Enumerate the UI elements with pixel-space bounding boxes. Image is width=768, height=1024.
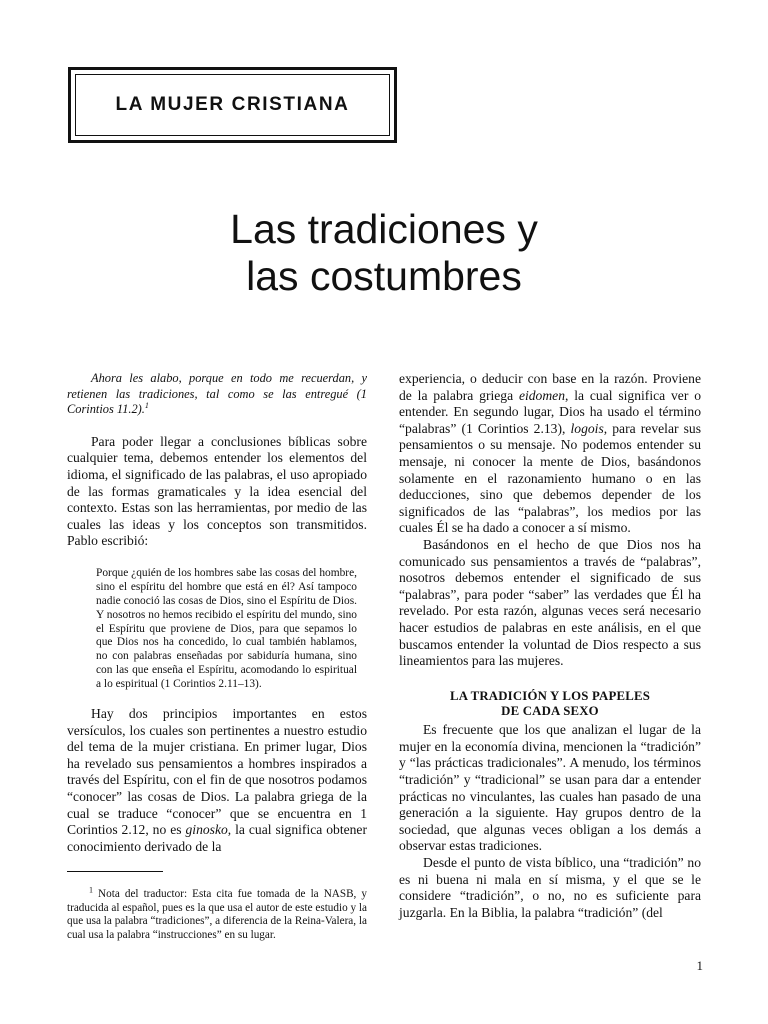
page-title-line2: las costumbres: [246, 253, 522, 299]
footnote-marker: 1: [89, 885, 93, 895]
paragraph-biblical-view: Desde el punto de vista bíblico, una “tradición” no es ni buena ni mala en sí misma, y el que se le considere “tradición”, o no, no es suficiente para juzgarla. En la Biblia, la palabra “tradición” (del: [399, 855, 701, 920]
paragraph-tradition: Es frecuente que los que analizan el lugar de la mujer en la economía divina, mencionen la “tradición” y “las prácticas tradicionales”. A menudo, los términos “tradición” y “tradicional” se usan para dar a entender prácticas no vinculantes, las cuales han pasado de una generación a la siguiente. Hay grupos dentro de la sociedad, que algunas veces obligan a los demás a observar estas tradiciones.: [399, 722, 701, 854]
paragraph-word-studies: Basándonos en el hecho de que Dios nos ha comunicado sus pensamientos a través de “palabras”, nosotros debemos entender el significado de sus “palabras”, para poder “saber” las verdades que Él ha revelado. Por esta razón, algunas veces será necesario hacer estudios de palabras en este análisis, en el que buscamos entender la voluntad de Dios respecto a sus lineamientos para las mujeres.: [399, 536, 701, 669]
footnote: [67, 885, 367, 942]
paragraph-continued-c: , para revelar sus pensamientos o su mensaje. No podemos entender su mensaje, ni conocer la mente de Dios, basándonos solamente en el razonamiento humano o en las deducciones, sino que debemos depender de los significados de las “palabras”, los medios por las cuales Él se ha dado a conocer a sí mismo.: [399, 420, 702, 536]
term-ginosko: ginosko: [185, 822, 228, 838]
paragraph-intro: Para poder llegar a conclusiones bíblicas sobre cualquier tema, debemos entender los elementos del idioma, el significado de las palabras, el uso apropiado de las formas gramaticales y la idea esencial del contexto. Estas son las herramientas, por medio de las cuales las ideas y los conceptos son transmitidos. Pablo escribió:: [67, 433, 367, 549]
section-heading-line1: LA TRADICIÓN Y LOS PAPELES: [449, 688, 651, 703]
epigraph-footnote-ref[interactable]: 1: [144, 401, 149, 411]
epigraph: [67, 371, 367, 418]
left-column: [67, 371, 367, 855]
scripture-quote: Porque ¿quién de los hombres sabe las cosas del hombre, sino el espíritu del hombre que está en él? Así tampoco nadie conoció las cosas de Dios, sino el Espíritu de Dios. Y nosotros no hemos recibido el espíritu del mundo, sino el Espíritu que proviene de Dios, para que sepamos lo que Dios nos ha concedido, lo cual también hablamos, no con palabras enseñadas por sabiduría humana, sino con las que enseña el Espíritu, acomodando lo espiritual a lo espiritual (1 Corintios 2.11–13).: [96, 566, 357, 691]
paragraph-continued-b: , la cual significa ver o entender. En segundo lugar, Dios ha usado el término “palabras” (1 Corintios 2.13),: [399, 387, 701, 436]
paragraph-principles-a: Hay dos principios importantes en estos versículos, los cuales son pertinentes a nuestro estudio del tema de la mujer cristiana. En primer lugar, Dios ha revelado sus pensamientos a hombres inspirados a través del Espíritu, con el fin de que nosotros podamos “conocer” las cosas de Dios. La palabra griega de la cual se traduce “conocer” que se encuentra en 1 Corintios 2.12, no es: [67, 706, 367, 838]
page-title: [0, 206, 768, 300]
paragraph-continued-a: experiencia, o deducir con base en la razón. Proviene de la palabra griega: [399, 371, 701, 403]
paragraph-continued: [399, 371, 701, 537]
section-heading-line2: DE CADA SEXO: [501, 704, 599, 719]
section-heading: [399, 689, 701, 721]
series-header-label: LA MUJER CRISTIANA: [115, 94, 350, 115]
page-title-line1: Las tradiciones y: [230, 206, 538, 252]
footnote-divider: [67, 871, 163, 872]
term-logois: logois: [570, 420, 604, 436]
footnote-text: Nota del traductor: Esta cita fue tomada de la NASB, y traducida al español, pues es la que usa el autor de este estudio y la que usa la palabra “tradiciones”, a diferencia de la Reina-Valera, la cual usa la palabra “instrucciones” en su lugar.: [67, 888, 367, 941]
series-header-box: [68, 67, 397, 143]
page-number: 1: [696, 958, 703, 973]
series-header-inner: [75, 74, 390, 136]
term-eidomen: eidomen: [518, 387, 566, 403]
epigraph-text: Ahora les alabo, porque en todo me recuerdan, y retienen las tradiciones, tal como se las entregué (1 Corintios 11.2).: [67, 371, 367, 417]
paragraph-principles-b: , la cual significa obtener conocimiento derivado de la: [67, 822, 367, 854]
paragraph-principles: [67, 706, 367, 855]
right-column: [399, 371, 701, 921]
